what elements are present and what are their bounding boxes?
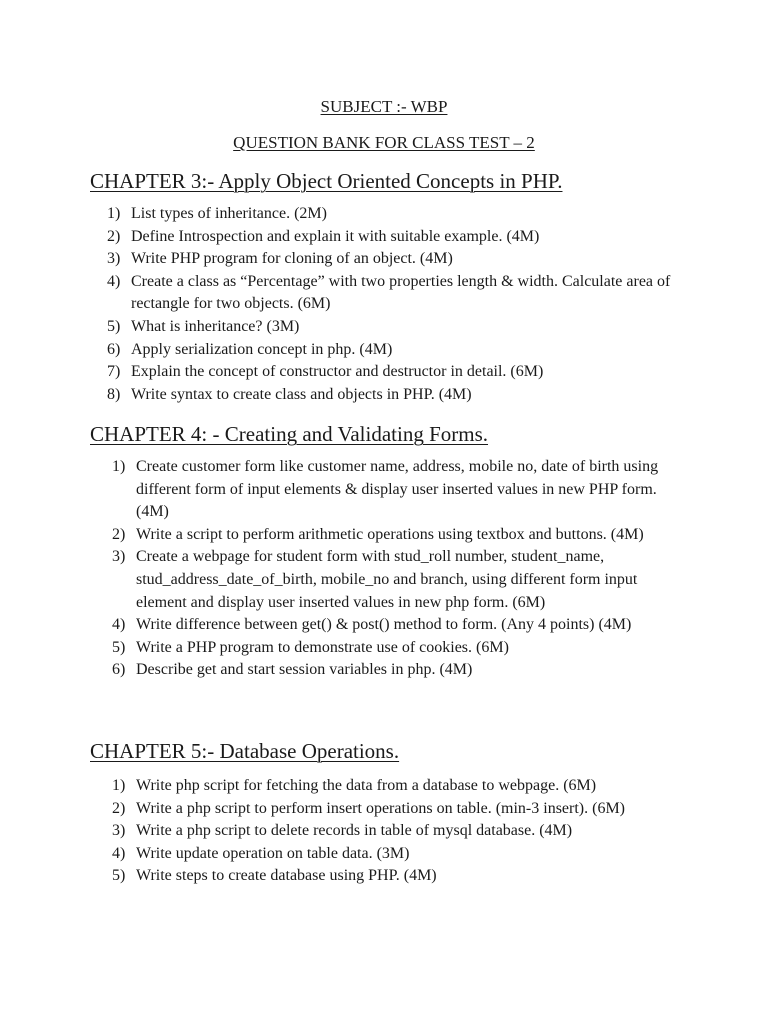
list-item: 7) Explain the concept of constructor and destructor in detail. (6M) (107, 363, 544, 381)
subject-text: SUBJECT :- WBP (320, 97, 448, 116)
subject-heading (0, 96, 768, 118)
list-item: 4) Write update operation on table data. (3M) (112, 844, 410, 862)
list-item: 3) Write PHP program for cloning of an object. (4M) (107, 250, 453, 268)
list-item: 4) Create a class as “Percentage” with two properties length & width. Calculate area of rectangle for two objects. (6M) (107, 272, 671, 313)
list-item: 5) Write a PHP program to demonstrate use of cookies. (6M) (112, 638, 509, 656)
chapter-3-title: CHAPTER 3:- Apply Object Oriented Concepts in PHP. (90, 169, 563, 193)
list-item: 2) Write a script to perform arithmetic operations using textbox and buttons. (4M) (112, 525, 644, 543)
list-item: 3) Create a webpage for student form with stud_roll number, student_name, stud_address_date_of_birth, mobile_no and branch, using different form input element and display user inserted values in new php form. (6M) (112, 548, 638, 611)
list-item: 1) Write php script for fetching the data from a database to webpage. (6M) (112, 777, 597, 794)
list-item: 1) Create customer form like customer name, address, mobile no, date of birth using different form of input elements & display user inserted values in new PHP form. (4M) (112, 458, 659, 521)
list-item: 5) What is inheritance? (3M) (107, 317, 300, 335)
question-bank-heading (0, 132, 768, 154)
chapter-4-question-list (112, 456, 687, 682)
list-item: 5) Write steps to create database using PHP. (4M) (112, 867, 437, 885)
list-item: 2) Define Introspection and explain it with suitable example. (4M) (107, 227, 540, 245)
question-bank-text: QUESTION BANK FOR CLASS TEST – 2 (233, 133, 535, 152)
chapter-5-title: CHAPTER 5:- Database Operations. (90, 739, 400, 763)
list-item: 6) Describe get and start session variables in php. (4M) (112, 661, 473, 679)
list-item: 4) Write difference between get() & post() method to form. (Any 4 points) (4M) (112, 616, 632, 634)
list-item: 2) Write a php script to perform insert operations on table. (min-3 insert). (6M) (112, 799, 625, 817)
chapter-4-title: CHAPTER 4: - Creating and Validating Forms. (90, 422, 489, 446)
chapter-3-question-list (107, 203, 687, 406)
chapter-5-question-list (112, 775, 687, 888)
list-item: 6) Apply serialization concept in php. (4M) (107, 340, 393, 358)
list-item: 1) List types of inheritance. (2M) (107, 205, 327, 222)
list-item: 3) Write a php script to delete records in table of mysql database. (4M) (112, 822, 573, 840)
list-item: 8) Write syntax to create class and objects in PHP. (4M) (107, 385, 472, 403)
